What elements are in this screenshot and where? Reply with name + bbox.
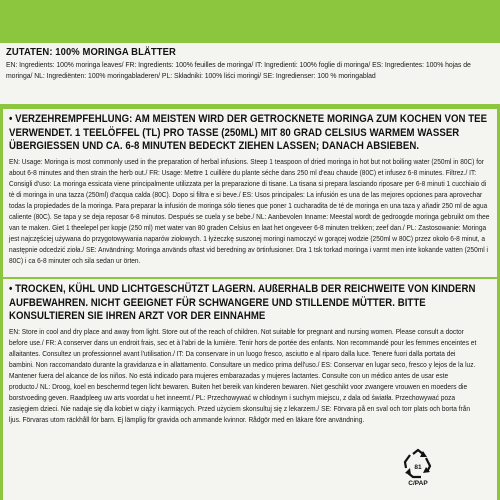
preparation-section bbox=[3, 109, 497, 277]
top-color-band bbox=[0, 0, 500, 43]
preparation-heading: • VERZEHREMPFEHLUNG: AM MEISTEN WIRD DER GETROCKNETE MORINGA ZUM KOCHEN VON TEE VERWENDET. 1 TEELÖFFEL (TL) PRO TASSE (250ML) MIT 80 GRAD CELSIUS WARMEM WASSER ÜBERGIESSEN UND CA. 6-8 MINUTEN BEDECKT ZIEHEN LASSEN; DANACH ABSIEBEN. bbox=[9, 113, 488, 152]
preparation-translations: EN: Usage: Moringa is most commonly used in the preparation of herbal infusions. Steep 1 teaspoon of dried moringa in hot but not boiling water (250ml in 80C) for about 6-8 minutes and then strain the herb out./ FR: Usage: Mettre 1 cuillère du plante séche dans 250 ml d'eau chaude (80C) et infusez 6-8 minutes. Filtrez./ IT: Consigli d'uso: La moringa essicata viene principalmente utilizzata per la preparazione di tisane. La tisana si prepara lasciando riposare per 6-8 minuti 1 cucchiaio di tè di moringa in una tazza (250ml) d'acqua calda (80C). Dopo si filtra e si beve./ ES: Usos principales: La infusión es una de las mejores opciones para aprovechar todas la propiedades de la moringa. Para preparar la infusión de moringa sólo tienes que poner 1 cucharadita de té de moringa en una taza y añadir 250 ml de agua caliente (80C). Se tapa y se deja reposar 6-8 minutos. Después se cuela y se bebe./ NL: Aanbevolen Inname: Meestal wordt de gedroogde moringa gebruikt om thee van te maken. Giet 1 theelepel per kopje (250 ml) met water van 80 graden Celsius en laat het ongeveer 6-8 minuten trekken; zeef dan./ PL: Zastosowanie: Moringa jest najczęściej używana do przygotowywania naparów ziołowych. 1 łyżeczkę suszonej moringi namoczyć w gorącej wodzie (250ml w 80C) przez około 6-8 minut, a następnie odcedzić zioła./ SE: Användning: Moringa används oftast vid beredning av örtinfusioner. Dra 1 tsk torkad moringa i varmt men inte kokande vatten (250ml i 80C) i ca 6-8 minuter och sila sedan ur örten. bbox=[9, 156, 490, 265]
storage-heading: • TROCKEN, KÜHL UND LICHTGESCHÜTZT LAGERN. AUßERHALB DER REICHWEITE VON KINDERN AUFBEWAHREN. NICHT GEEIGNET FÜR SCHWANGERE UND STILLENDE MÜTTER. BITTE KONSULTIEREN SIE IHREN ARZT VOR DER EINNAHME bbox=[9, 283, 476, 322]
ingredients-translations: EN: Ingredients: 100% moringa leaves/ FR: Ingredients: 100% feuilles de moringa/ IT: Ingredienti: 100% foglie di moringa/ ES: Ingredientes: 100% hojas de moringa/ NL: Ingrediënten: 100% moringabladeren/ PL: Składniki: 100% liści moringi/ SE: Ingredienser: 100 % moringablad bbox=[6, 60, 471, 80]
recycling-material: C/PAP bbox=[408, 480, 428, 487]
ingredients-section bbox=[0, 43, 500, 106]
ingredients-heading: ZUTATEN: 100% MORINGA BLÄTTER bbox=[6, 46, 176, 58]
storage-translations: EN: Store in cool and dry place and away from light. Store out of the reach of children. Not suitable for pregnant and nursing women. Please consult a doctor before use./ FR: A conserver dans un endroit frais, sec et à l'abri de la lumière. Tenir hors de portée des enfants. Non recommandé pour les femmes enceintes et allaitantes. Consultez un professionnel avant l'utilisation./ IT: Da conservare in un luogo fresco, asciutto e al riparo dalla luce. Tenere fuori dalla portata dei bambini. Non raccomandato durante la gravidanza e in allattamento. Consultare un medico prima dell'uso./ ES: Conservar en lugar seco, fresco y lejos de la luz. Mantener fuera del alcance de los niños. No está indicado para mujeres embarazadas y mujeres lactantes. Consulte con un médico antes de usar este producto./ NL: Droog, koel en beschermd tegen licht bewaren. Buiten het bereik van kinderen bewaren. Niet geschikt voor zwangere vrouwen en moeders die borstvoeding geven. Raadpleeg uw arts voordat u het inneemt./ PL: Przechowywać w chłodnym i suchym miejscu, z dala od światła. Przechowywać poza zasięgiem dzieci. Nie nadaje się dla kobiet w ciąży i karmiących. Przed użyciem skonsultuj się z lekarzem./ SE: Förvara på en sval och torr plats och borta från ljus. Förvaras utom räckhåll för barn. Ej lämplig för gravida och ammande kvinnor. Rådgör med en läkare före användning. bbox=[9, 326, 477, 424]
recycling-code: 81 bbox=[414, 464, 422, 471]
recycling-symbol bbox=[398, 448, 438, 494]
